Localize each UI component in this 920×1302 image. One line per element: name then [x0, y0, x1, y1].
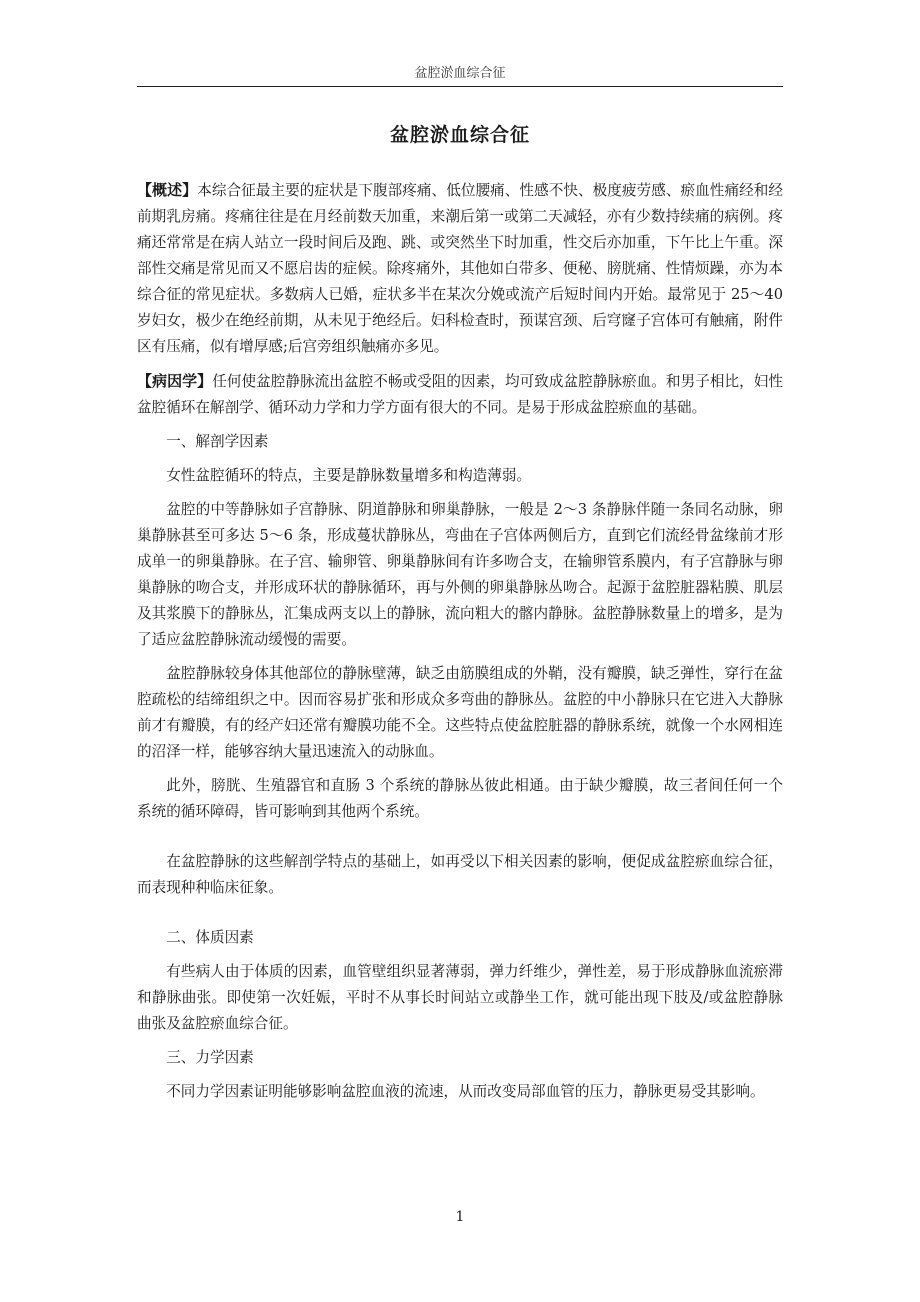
section-heading-anatomy: 一、解剖学因素: [166, 433, 269, 450]
etiology-label: 【病因学】: [137, 372, 213, 390]
paragraph: 在盆腔静脉的这些解剖学特点的基础上，如再受以下相关因素的影响，便促成盆腔瘀血综合征，而表现种种临床征象。: [137, 853, 783, 896]
page-number: 1: [455, 1209, 465, 1225]
document-body: [137, 177, 783, 1113]
document-title: 盆腔淤血综合征: [389, 124, 530, 146]
section-heading-constitution: 二、体质因素: [166, 929, 254, 946]
paragraph: 此外，膀胱、生殖器官和直肠 3 个系统的静脉丛彼此相通。由于缺少瓣膜，故三者间任何一个系统的循环障碍，皆可影响到其他两个系统。: [137, 777, 783, 820]
etiology-paragraph: [137, 368, 783, 421]
running-header: 盆腔淤血综合征: [414, 66, 506, 81]
header-rule: [137, 86, 783, 87]
overview-text: 本综合征最主要的症状是下腹部疼痛、低位腰痛、性感不快、极度疲劳感、瘀血性痛经和经前期乳房痛。疼痛往往是在月经前数天加重，来潮后第一或第二天减轻，亦有少数持续痛的病例。疼痛还常常是在病人站立一段时间后及跑、跳、或突然坐下时加重，性交后亦加重，下午比上午重。深部性交痛是常见而又不愿启齿的症候。除疼痛外，其他如白带多、便秘、膀胱痛、性情烦躁，亦为本综合征的常见症状。多数病人已婚，症状多半在某次分娩或流产后短时间内开始。最常见于 25～40 岁妇女，极少在绝经前期，从未见于绝经后。妇科检查时，预谋宫颈、后穹窿子宫体可有触痛，附件区有压痛，似有增厚感;后宫旁组织触痛亦多见。: [137, 182, 783, 355]
overview-paragraph: [137, 177, 783, 360]
paragraph: 盆腔的中等静脉如子宫静脉、阴道静脉和卵巢静脉，一般是 2～3 条静脉伴随一条同名动脉，卵巢静脉甚至可多达 5～6 条，形成蔓状静脉丛，弯曲在子宫体两侧后方，直到它们流经骨盆缘前才形成单一的卵巢静脉。在子宫、输卵管、卵巢静脉间有许多吻合支，在输卵管系膜内，有子宫静脉与卵巢静脉的吻合支，并形成环状的静脉循环，再与外侧的卵巢静脉丛吻合。起源于盆腔脏器粘膜、肌层及其浆膜下的静脉丛，汇集成两支以上的静脉，流向粗大的髂内静脉。盆腔静脉数量上的增多，是为了适应盆腔静脉流动缓慢的需要。: [137, 501, 783, 648]
section-heading-mechanics: 三、力学因素: [166, 1049, 254, 1066]
paragraph: 有些病人由于体质的因素，血管壁组织显著薄弱，弹力纤维少，弹性差，易于形成静脉血流瘀滞和静脉曲张。即使第一次妊娠，平时不从事长时间站立或静坐工作，就可能出现下肢及/或盆腔静脉曲张及盆腔瘀血综合征。: [137, 963, 783, 1032]
etiology-text: 任何使盆腔静脉流出盆腔不畅或受阻的因素，均可致成盆腔静脉瘀血。和男子相比，妇性盆腔循环在解剖学、循环动力学和力学方面有很大的不同。是易于形成盆腔瘀血的基础。: [137, 373, 783, 416]
paragraph: 盆腔静脉较身体其他部位的静脉壁薄，缺乏由筋膜组成的外鞘，没有瓣膜，缺乏弹性，穿行在盆腔疏松的结缔组织之中。因而容易扩张和形成众多弯曲的静脉丛。盆腔的中小静脉只在它进入大静脉前才有瓣膜，有的经产妇还常有瓣膜功能不全。这些特点使盆腔脏器的静脉系统，就像一个水网相连的沼泽一样，能够容纳大量迅速流入的动脉血。: [137, 665, 783, 760]
paragraph: 女性盆腔循环的特点，主要是静脉数量增多和构造薄弱。: [166, 467, 532, 484]
paragraph: 不同力学因素证明能够影响盆腔血液的流速，从而改变局部血管的压力，静脉更易受其影响。: [166, 1083, 765, 1100]
overview-label: 【概述】: [137, 181, 198, 199]
